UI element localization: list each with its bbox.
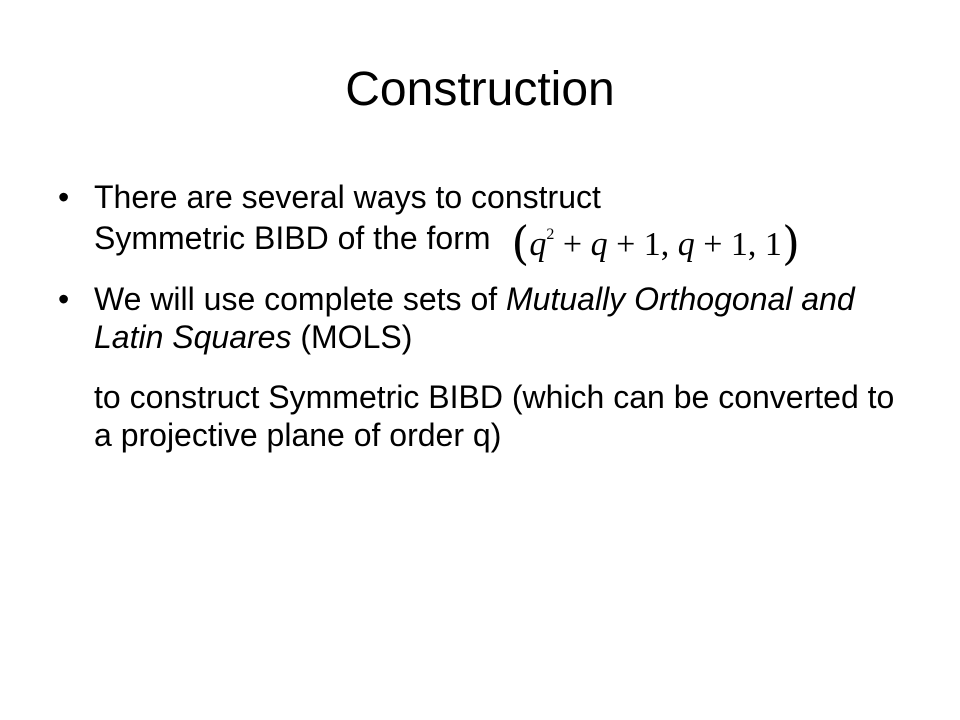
- formula-close-paren: ): [781, 216, 800, 270]
- bullet-2-text-before: We will use complete sets of: [94, 281, 507, 317]
- formula-q-2: q: [590, 226, 608, 263]
- bullet-1-line-1: There are several ways to construct: [94, 179, 601, 215]
- bullet-2-text-after: (MOLS): [291, 319, 413, 355]
- bullet-1-line-2: Symmetric BIBD of the form: [94, 220, 491, 256]
- bullet-marker: •: [58, 281, 70, 317]
- bullet-2-italic-term: Mutually Orthogonal and Latin Squares: [94, 281, 855, 355]
- formula-plus-2: + 1,: [607, 226, 678, 263]
- formula-plus-1: +: [554, 226, 591, 263]
- formula-q: q: [529, 226, 547, 263]
- formula-exponent: 2: [546, 226, 555, 243]
- formula-plus-3: + 1, 1: [694, 226, 782, 263]
- slide-title: Construction: [345, 63, 615, 116]
- bullet-item-1: [58, 178, 918, 270]
- bullet-marker: •: [58, 179, 70, 215]
- slide-content: [58, 178, 918, 454]
- bibd-formula: [511, 216, 800, 270]
- bullet-item-2: [58, 280, 918, 356]
- formula-open-paren: (: [511, 216, 530, 270]
- formula-q-3: q: [677, 226, 695, 263]
- continuation-paragraph: to construct Symmetric BIBD (which can be converted to a projective plane of order q): [94, 379, 895, 453]
